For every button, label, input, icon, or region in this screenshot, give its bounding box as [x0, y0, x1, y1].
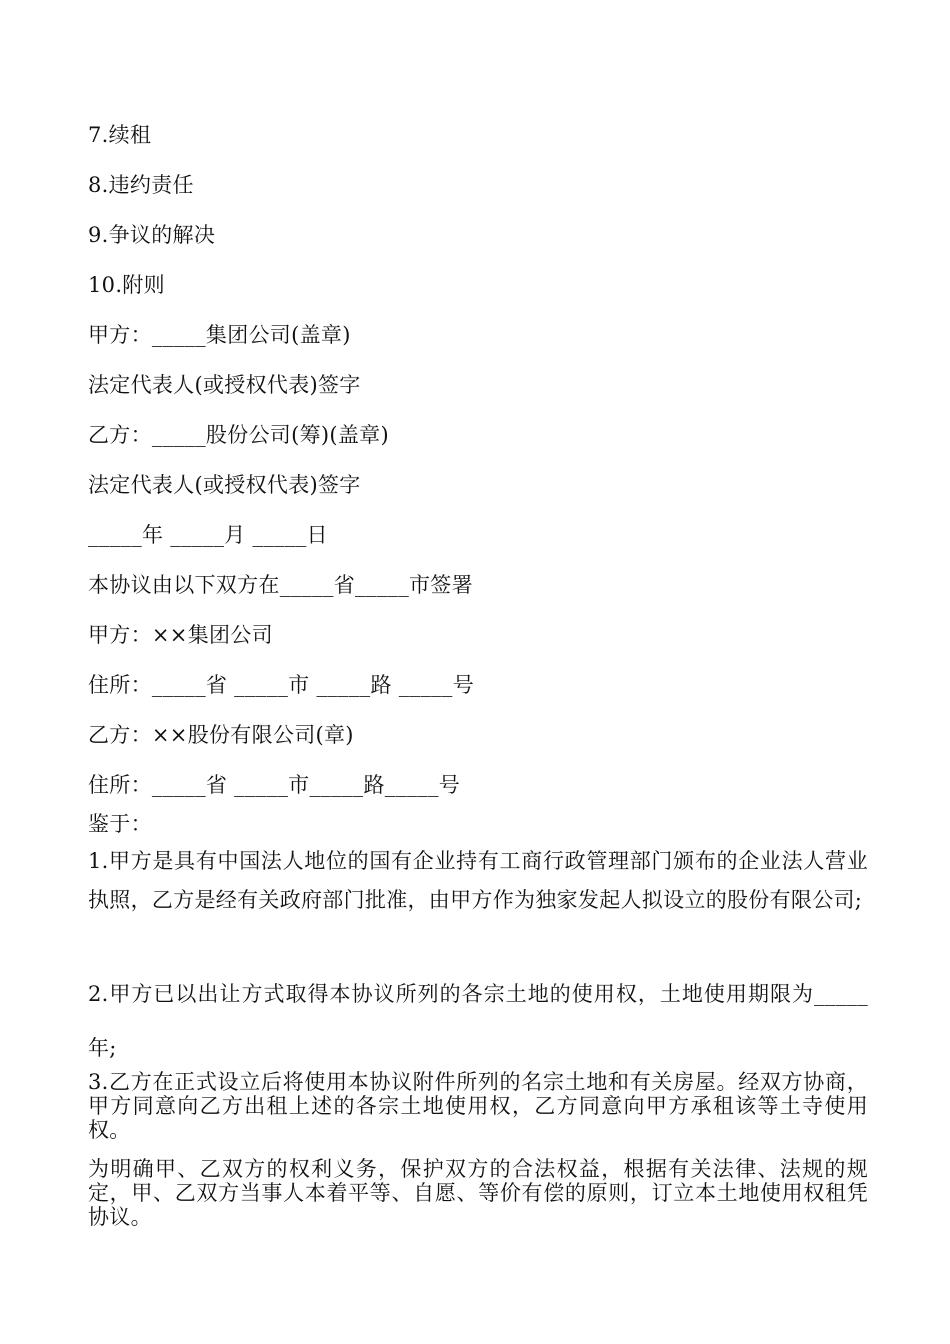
clause-10-supplementary: 10.附则	[88, 273, 165, 297]
party-b-name: 乙方：××股份有限公司(章)	[88, 723, 354, 747]
party-b-address: 住所：_____省 _____市_____路_____号	[88, 773, 461, 797]
party-a-representative-line: 法定代表人(或授权代表)签字	[88, 373, 361, 397]
party-a-signature-line: 甲方：_____集团公司(盖章)	[88, 323, 351, 347]
signing-location-line: 本协议由以下双方在_____省_____市签署	[88, 573, 473, 597]
purpose-paragraph: 为明确甲、乙双方的权利义务，保护双方的合法权益，根据有关法律、法规的规定，甲、乙双方当事人本着平等、自愿、等价有偿的原则，订立本土地使用权租凭协议。	[88, 1157, 868, 1229]
recital-paragraph-3: 3.乙方在正式设立后将使用本协议附件所列的名宗土地和有关房屋。经双方协商，甲方同意向乙方出租上述的各宗土地使用权，乙方同意向甲方承租该等土寺使用权。	[88, 1070, 868, 1142]
party-a-address: 住所：_____省 _____市 _____路 _____号	[88, 673, 475, 697]
clause-8-breach: 8.违约责任	[88, 173, 194, 197]
party-a-name: 甲方：××集团公司	[88, 623, 273, 647]
recital-paragraph-2: 2.甲方已以出让方式取得本协议所列的各宗土地的使用权，土地使用期限为_____年;	[88, 982, 868, 1060]
recital-paragraph-1: 1.甲方是具有中国法人地位的国有企业持有工商行政管理部门颁布的企业法人营业执照，乙方是经有关政府部门批准，由甲方作为独家发起人拟设立的股份有限公司;	[88, 849, 868, 912]
clause-9-dispute: 9.争议的解决	[88, 223, 216, 247]
party-b-representative-line: 法定代表人(或授权代表)签字	[88, 473, 361, 497]
whereas-heading: 鉴于：	[88, 812, 152, 836]
date-line: _____年 _____月 _____日	[88, 523, 328, 547]
clause-7-renewal: 7.续租	[88, 123, 152, 147]
party-b-signature-line: 乙方：_____股份公司(筹)(盖章)	[88, 423, 389, 447]
